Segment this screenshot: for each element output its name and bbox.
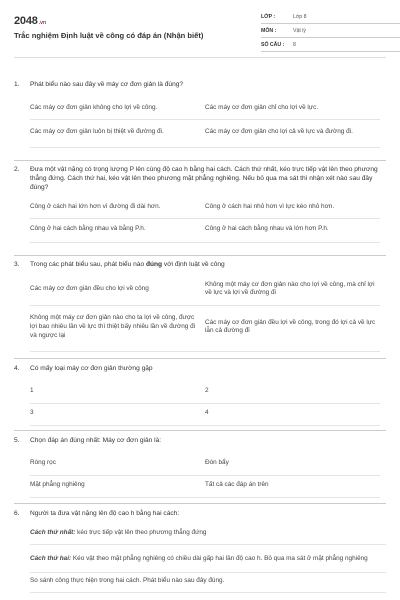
meta-value: Vật lý xyxy=(293,27,306,34)
question-stem xyxy=(14,365,386,374)
meta-row-subject xyxy=(261,26,400,38)
option-b[interactable]: Công ở cách hai nhỏ hơn vì lực kéo nhỏ hơn. xyxy=(205,199,380,219)
question-text: Người ta đưa vật nặng lên độ cao h bằng hai cách: xyxy=(30,510,180,517)
option-a[interactable]: Các máy cơ đơn giản đều cho lợi về công xyxy=(30,276,205,306)
question-4 xyxy=(14,365,386,426)
meta-table xyxy=(261,12,400,54)
question-text: Có mấy loại máy cơ đơn giản thường gặp xyxy=(30,365,153,372)
option-a[interactable]: Ròng rọc xyxy=(30,454,205,476)
option-a[interactable]: Công ở cách hai lớn hơn vì đường đi dài hơn. xyxy=(30,199,205,219)
method-1-line xyxy=(30,525,386,545)
option-d[interactable]: Tất cả các đáp án trên xyxy=(205,476,380,498)
method-text: kéo trực tiếp vật lên theo phương thẳng đứng xyxy=(75,529,207,537)
question-6 xyxy=(14,510,386,593)
option-grid xyxy=(30,382,386,426)
compare-text: So sánh công thực hiện trong hai cách. Phát biểu nào sau đây đúng. xyxy=(30,577,225,585)
option-c[interactable]: Không một máy cơ đơn giản nào cho ta lợi về công, được lợi bao nhiêu lần về lực thì thiệt bấy nhiêu lần về đường đi và ngược lại xyxy=(30,306,205,352)
meta-row-class xyxy=(261,12,400,24)
question-text: Chọn đáp án đúng nhất: Máy cơ đơn giản là: xyxy=(30,437,162,444)
option-b[interactable]: Các máy cơ đơn giản chỉ cho lợi về lực. xyxy=(205,100,380,120)
question-body xyxy=(30,525,386,593)
option-c[interactable]: Mặt phẳng nghiêng xyxy=(30,476,205,498)
logo-text: 2048 xyxy=(14,15,38,27)
option-d[interactable]: Các máy cơ đơn giản cho lợi cả về lực và đường đi. xyxy=(205,120,380,148)
question-number: 3. xyxy=(14,261,20,268)
option-d[interactable]: Công ở hai cách bằng nhau và lớn hơn P.h. xyxy=(205,219,380,243)
question-number: 1. xyxy=(14,81,20,88)
question-number: 2. xyxy=(14,166,20,173)
method-label: Cách thứ hai: xyxy=(30,554,72,562)
compare-line xyxy=(30,573,386,593)
page-title: Trắc nghiệm Định luật về công có đáp án (Nhận biết) xyxy=(14,31,204,40)
method-2-line xyxy=(30,545,386,573)
option-grid xyxy=(30,199,386,243)
method-label: Cách thứ nhất: xyxy=(30,529,76,537)
meta-value: 8 xyxy=(293,41,296,48)
option-a[interactable]: Các máy cơ đơn giản không cho lợi về công. xyxy=(30,100,205,120)
question-text: Đưa một vật nặng có trọng lượng P lên cùng độ cao h bằng hai cách. Cách thứ nhất, kéo trực tiếp vật lên theo phương thẳng đứng. Cách thứ hai, kéo vật lên theo phương mặt phẳng nghiêng. Nếu bỏ qua ma sát thì nhận xét nào sau đây đúng? xyxy=(30,166,378,191)
meta-key: SỐ CÂU : xyxy=(261,41,285,48)
option-a[interactable]: 1 xyxy=(30,382,205,404)
question-divider xyxy=(14,503,386,504)
question-text: Phát biểu nào sau đây về máy cơ đơn giản là đúng? xyxy=(30,81,184,88)
question-2 xyxy=(14,166,386,243)
question-stem xyxy=(14,510,386,519)
question-divider xyxy=(14,358,386,359)
meta-row-count xyxy=(261,40,400,52)
question-1 xyxy=(14,81,386,148)
stem-part: Trong các phát biểu sau, phát biểu nào xyxy=(30,261,146,268)
option-b[interactable]: 2 xyxy=(205,382,380,404)
stem-emphasis: đúng xyxy=(145,261,163,268)
question-stem xyxy=(14,81,386,90)
stem-part: với định luật về công xyxy=(162,261,225,268)
meta-key: LỚP : xyxy=(261,13,276,20)
header xyxy=(14,0,386,58)
meta-key: MÔN : xyxy=(261,27,277,34)
question-number: 5. xyxy=(14,437,20,444)
option-c[interactable]: Các máy cơ đơn giản luôn bị thiệt về đường đi. xyxy=(30,120,205,148)
question-divider xyxy=(14,430,386,431)
question-stem xyxy=(14,437,386,446)
option-c[interactable]: 3 xyxy=(30,404,205,426)
question-divider xyxy=(14,160,386,161)
option-d[interactable]: 4 xyxy=(205,404,380,426)
question-stem xyxy=(14,166,386,193)
question-3 xyxy=(14,261,386,352)
question-5 xyxy=(14,437,386,498)
site-logo[interactable] xyxy=(14,14,46,29)
question-stem xyxy=(14,261,386,270)
option-c[interactable]: Công ở hai cách bằng nhau và bằng P.h. xyxy=(30,219,205,243)
question-divider xyxy=(14,255,386,256)
method-text: Kéo vật theo mặt phẳng nghiêng có chiều dài gấp hai lần độ cao h. Bỏ qua ma sát ở mặt phẳng nghiêng xyxy=(71,554,368,562)
question-number: 4. xyxy=(14,365,20,372)
meta-value: Lớp 8 xyxy=(293,13,307,20)
option-b[interactable]: Đòn bẩy xyxy=(205,454,380,476)
option-grid xyxy=(30,454,386,498)
option-d[interactable]: Các máy cơ đơn giản đều lợi về công, trong đó lợi cả về lực lẫn cả đường đi xyxy=(205,306,380,352)
option-grid xyxy=(30,100,386,148)
option-grid xyxy=(30,276,386,352)
question-text xyxy=(30,261,386,270)
option-b[interactable]: Không một máy cơ đơn giản nào cho lợi về công, mà chỉ lợi về lực và lợi về đường đi xyxy=(205,276,380,306)
logo-suffix: .vn xyxy=(38,20,47,26)
question-number: 6. xyxy=(14,510,20,517)
